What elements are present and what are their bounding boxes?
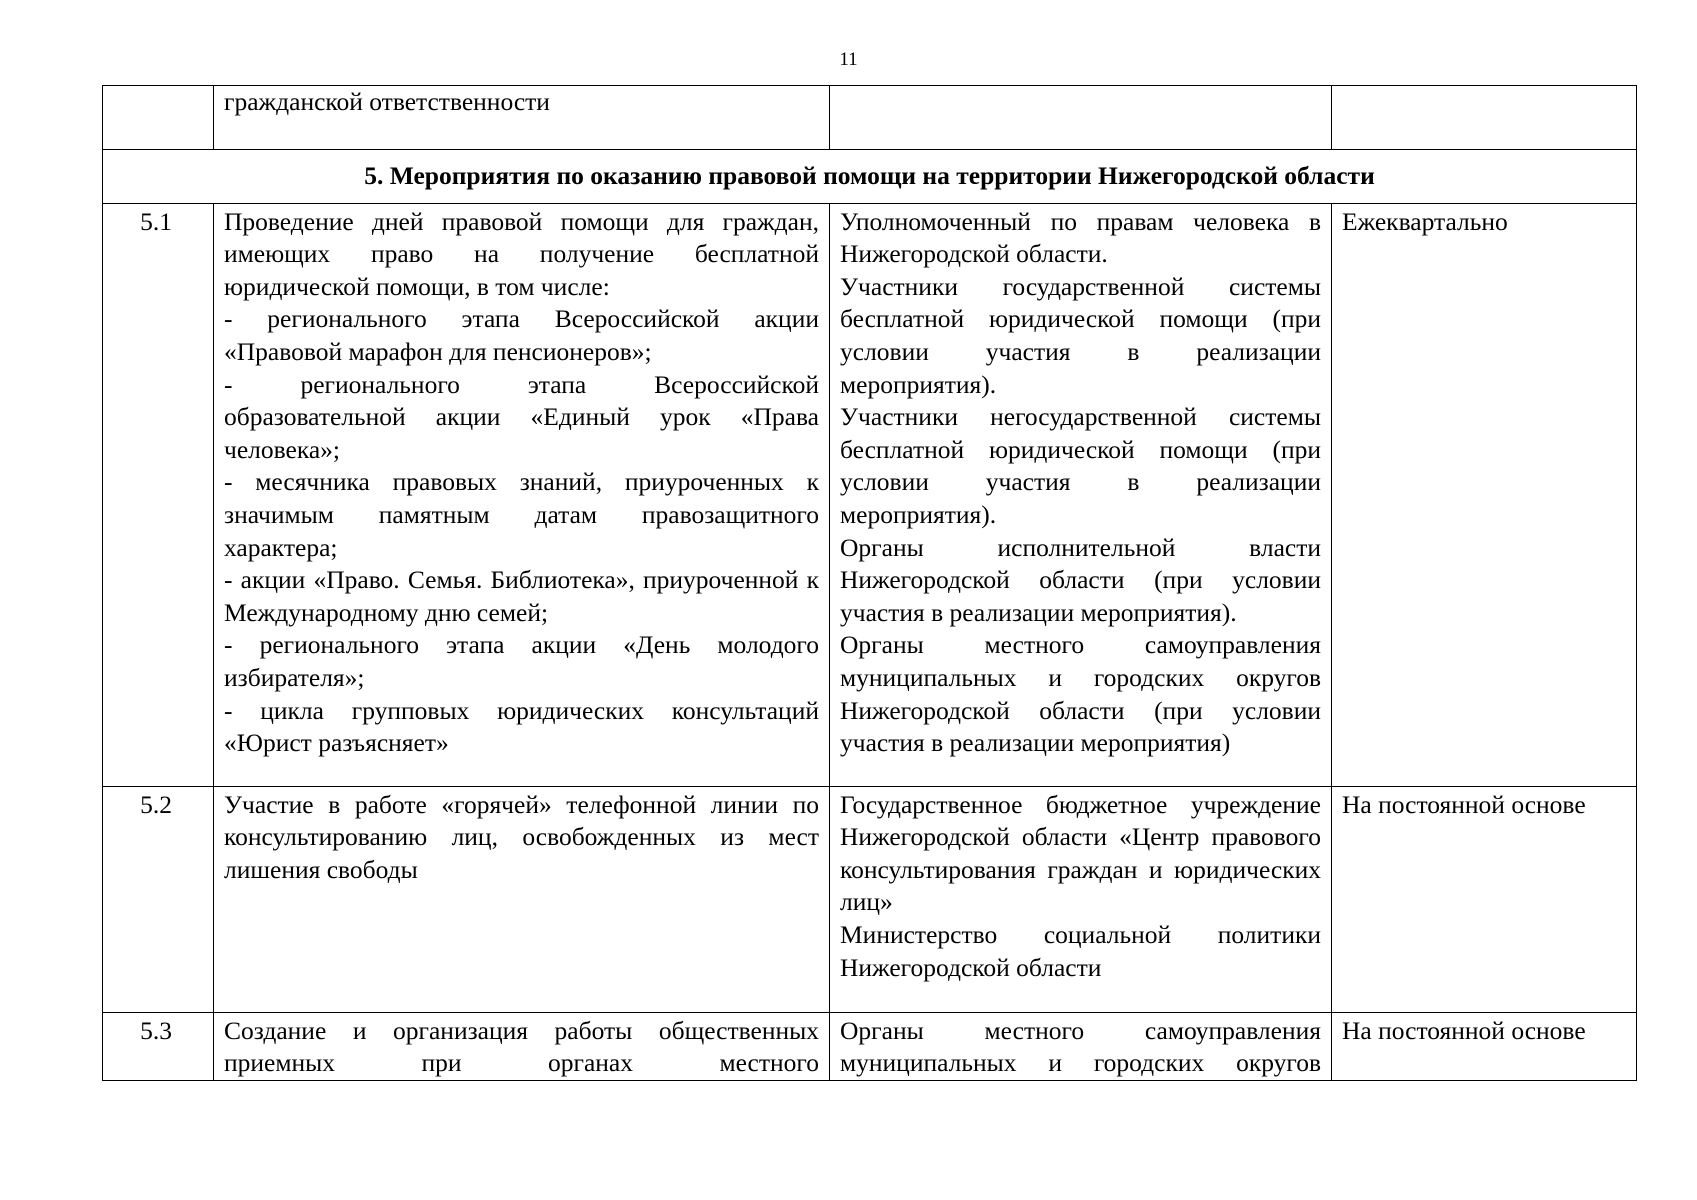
row-number-cell: [103, 86, 214, 150]
responsible-cell: [830, 1012, 1332, 1080]
responsible-paragraph: Министерство социальной политики Нижегородской области: [840, 919, 1321, 982]
event-paragraph: Участие в работе «горячей» телефонной линии по консультированию лиц, освобожденных из мест лишения свободы: [224, 789, 819, 884]
section-title: 5. Мероприятия по оказанию правовой помощи на территории Нижегородской области: [103, 150, 1637, 204]
event-cell: [214, 786, 830, 1012]
event-paragraph: - регионального этапа Всероссийской акции «Правовой марафон для пенсионеров»;: [224, 304, 819, 366]
responsible-paragraph: Органы местного самоуправления муниципальных и городских округов Нижегородской области (при условии участия в реализации мероприятия): [840, 630, 1321, 758]
responsible-cell: [830, 203, 1332, 786]
page-number: 11: [839, 49, 858, 70]
period-cell: Ежеквартально: [1332, 203, 1637, 786]
event-paragraph: - регионального этапа акции «День молодого избирателя»;: [224, 630, 819, 692]
event-paragraph: - месячника правовых знаний, приуроченных к значимым памятным датам правозащитного характера;: [224, 467, 819, 562]
section-header-row: [103, 150, 1637, 204]
responsible-cell: [830, 786, 1332, 1012]
responsible-paragraph: Органы исполнительной власти Нижегородской области (при условии участия в реализации мероприятия).: [840, 532, 1321, 627]
period-cell: На постоянной основе: [1332, 786, 1637, 1012]
row-number-cell: 5.3: [103, 1012, 214, 1080]
event-text: гражданской ответственности: [224, 87, 550, 116]
responsible-paragraph: Уполномоченный по правам человека в Нижегородской области.: [840, 206, 1321, 269]
responsible-paragraph: Государственное бюджетное учреждение Нижегородской области «Центр правового консультирования граждан и юридических лиц»: [840, 789, 1321, 917]
event-paragraph: - цикла групповых юридических консультаций «Юрист разъясняет»: [224, 695, 819, 758]
events-table: [102, 85, 1637, 1081]
period-cell: [1332, 86, 1637, 150]
table-row: [103, 203, 1637, 786]
responsible-cell: [830, 86, 1332, 150]
table-row: [103, 786, 1637, 1012]
row-number-cell: 5.1: [103, 203, 214, 786]
responsible-paragraph: Участники государственной системы бесплатной юридической помощи (при условии участия в реализации мероприятия).: [840, 271, 1321, 399]
responsible-paragraph: Органы местного самоуправления муниципальных и городских округов: [840, 1015, 1321, 1078]
table-row-continuation: [103, 86, 1637, 150]
event-cell: [214, 86, 830, 150]
event-paragraph: - регионального этапа Всероссийской образовательной акции «Единый урок «Права человека»;: [224, 369, 819, 464]
event-cell: [214, 203, 830, 786]
event-paragraph: Создание и организация работы общественных приемных при органах местного: [224, 1015, 819, 1078]
row-number-cell: 5.2: [103, 786, 214, 1012]
event-paragraph: Проведение дней правовой помощи для граждан, имеющих право на получение бесплатной юридической помощи, в том числе:: [224, 206, 819, 301]
period-cell: На постоянной основе: [1332, 1012, 1637, 1080]
table-row: [103, 1012, 1637, 1080]
event-paragraph: - акции «Право. Семья. Библиотека», приуроченной к Международному дню семей;: [224, 565, 819, 627]
event-cell: [214, 1012, 830, 1080]
responsible-paragraph: Участники негосударственной системы бесплатной юридической помощи (при условии участия в реализации мероприятия).: [840, 402, 1321, 529]
